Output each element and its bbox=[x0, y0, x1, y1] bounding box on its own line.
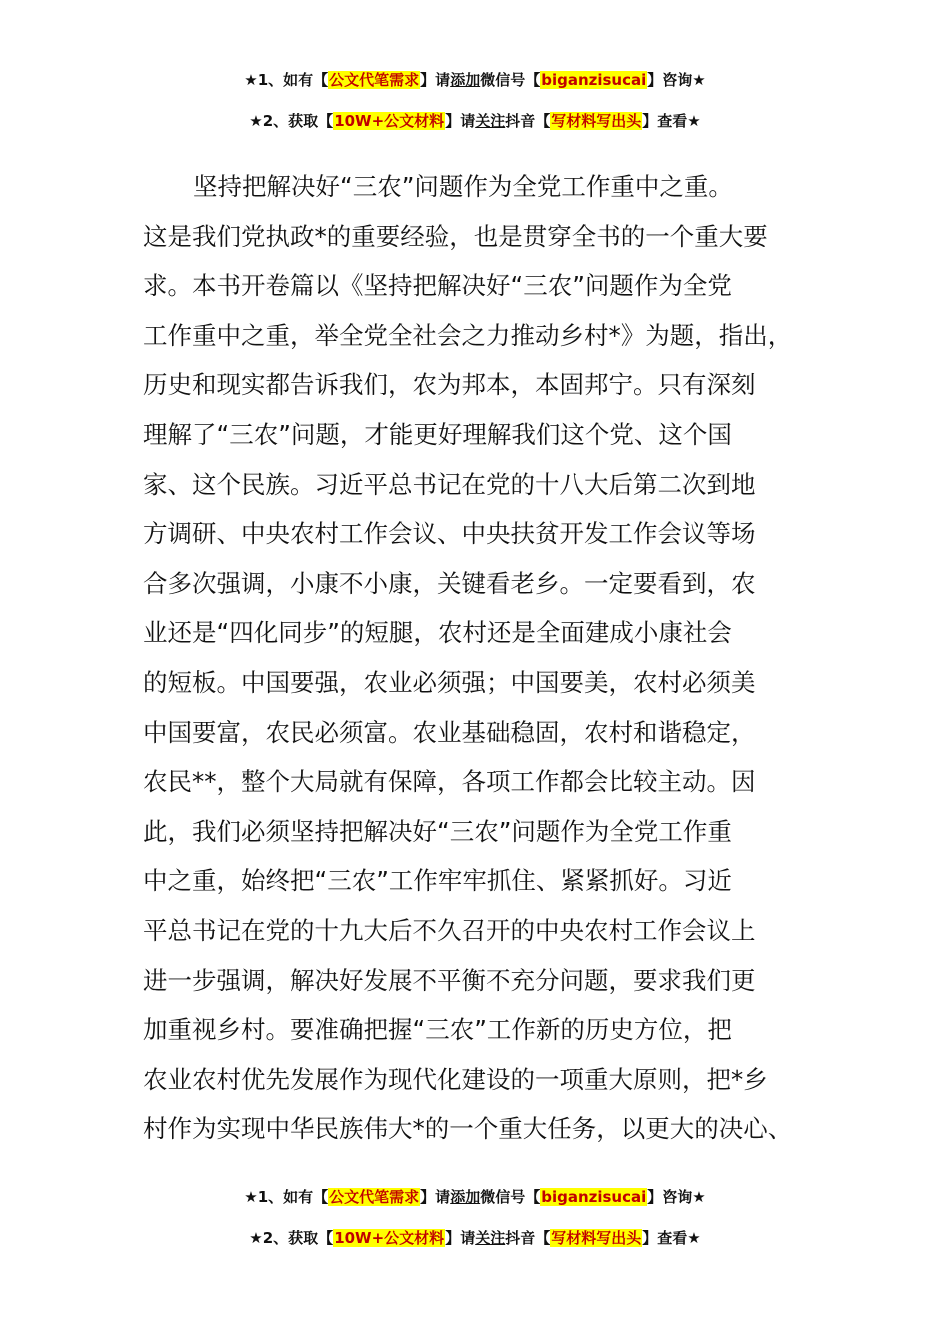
banner-suffix: 】查看★ bbox=[642, 1229, 701, 1247]
banner-highlight-wechat-id: biganzisucai bbox=[541, 71, 647, 89]
banner-text: 微信号【 bbox=[480, 1188, 541, 1206]
body-line: 方调研、中央农村工作会议、中央扶贫开发工作会议等场 bbox=[143, 519, 756, 549]
banner-text: 】请 bbox=[445, 1229, 476, 1247]
banner-underlined-text: 关注 bbox=[475, 112, 506, 130]
body-line: 坚持把解决好“三农”问题作为全党工作重中之重。 bbox=[193, 172, 733, 201]
body-line: 工作重中之重，举全党全社会之力推动乡村*》为题，指出， bbox=[143, 320, 793, 350]
body-line: 家、这个民族。习近平总书记在党的十八大后第二次到地 bbox=[143, 469, 756, 499]
banner-underlined-text: 添加 bbox=[450, 1188, 481, 1206]
banner-text: 抖音【 bbox=[505, 112, 551, 130]
promo-banner-bottom-line1 bbox=[0, 1187, 950, 1207]
promo-banner-bottom-line2 bbox=[0, 1228, 950, 1248]
banner-underlined-text: 关注 bbox=[475, 1229, 506, 1247]
body-line: 理解了“三农”问题，才能更好理解我们这个党、这个国 bbox=[143, 419, 732, 449]
body-line: 历史和现实都告诉我们，农为邦本，本固邦宁。只有深刻 bbox=[143, 370, 756, 400]
body-line: 进一步强调，解决好发展不平衡不充分问题，要求我们更 bbox=[143, 965, 756, 995]
body-line: 此，我们必须坚持把解决好“三农”问题作为全党工作重 bbox=[143, 816, 732, 846]
promo-banner-top-line2 bbox=[0, 111, 950, 131]
banner-highlight: 10W+公文材料 bbox=[334, 1229, 445, 1247]
body-line: 的短板。中国要强，农业必须强；中国要美，农村必须美 bbox=[143, 667, 756, 697]
banner-prefix: ★1、如有【 bbox=[244, 71, 329, 89]
banner-text: 微信号【 bbox=[480, 71, 541, 89]
banner-text: 】请 bbox=[445, 112, 476, 130]
banner-highlight-douyin: 写材料写出头 bbox=[551, 1229, 642, 1247]
body-line: 加重视乡村。要准确把握“三农”工作新的历史方位，把 bbox=[143, 1015, 732, 1045]
banner-prefix: ★2、获取【 bbox=[249, 112, 334, 130]
body-line: 合多次强调，小康不小康，关键看老乡。一定要看到，农 bbox=[143, 568, 756, 598]
body-line: 这是我们党执政*的重要经验，也是贯穿全书的一个重大要 bbox=[143, 221, 768, 251]
body-line: 村作为实现中华民族伟大*的一个重大任务，以更大的决心、 bbox=[143, 1114, 793, 1144]
banner-text: 】请 bbox=[420, 1188, 451, 1206]
banner-suffix: 】咨询★ bbox=[647, 71, 706, 89]
body-line: 农民**，整个大局就有保障，各项工作都会比较主动。因 bbox=[143, 767, 756, 797]
banner-highlight: 10W+公文材料 bbox=[334, 112, 445, 130]
banner-highlight: 公文代笔需求 bbox=[329, 1188, 420, 1206]
banner-suffix: 】查看★ bbox=[642, 112, 701, 130]
body-line: 业还是“四化同步”的短腿，农村还是全面建成小康社会 bbox=[143, 618, 732, 648]
banner-suffix: 】咨询★ bbox=[647, 1188, 706, 1206]
banner-prefix: ★2、获取【 bbox=[249, 1229, 334, 1247]
banner-highlight: 公文代笔需求 bbox=[329, 71, 420, 89]
banner-text: 】请 bbox=[420, 71, 451, 89]
banner-highlight-wechat-id: biganzisucai bbox=[541, 1188, 647, 1206]
document-body bbox=[143, 162, 843, 1154]
banner-highlight-douyin: 写材料写出头 bbox=[551, 112, 642, 130]
body-line: 平总书记在党的十九大后不久召开的中央农村工作会议上 bbox=[143, 915, 756, 945]
banner-underlined-text: 添加 bbox=[450, 71, 481, 89]
banner-text: 抖音【 bbox=[505, 1229, 551, 1247]
body-line: 求。本书开卷篇以《坚持把解决好“三农”问题作为全党 bbox=[143, 271, 732, 301]
body-line: 中国要富，农民必须富。农业基础稳固，农村和谐稳定， bbox=[143, 717, 756, 747]
promo-banner-top-line1 bbox=[0, 70, 950, 90]
banner-prefix: ★1、如有【 bbox=[244, 1188, 329, 1206]
body-line: 中之重，始终把“三农”工作牢牢抓住、紧紧抓好。习近 bbox=[143, 866, 732, 896]
body-line: 农业农村优先发展作为现代化建设的一项重大原则，把*乡 bbox=[143, 1064, 768, 1094]
